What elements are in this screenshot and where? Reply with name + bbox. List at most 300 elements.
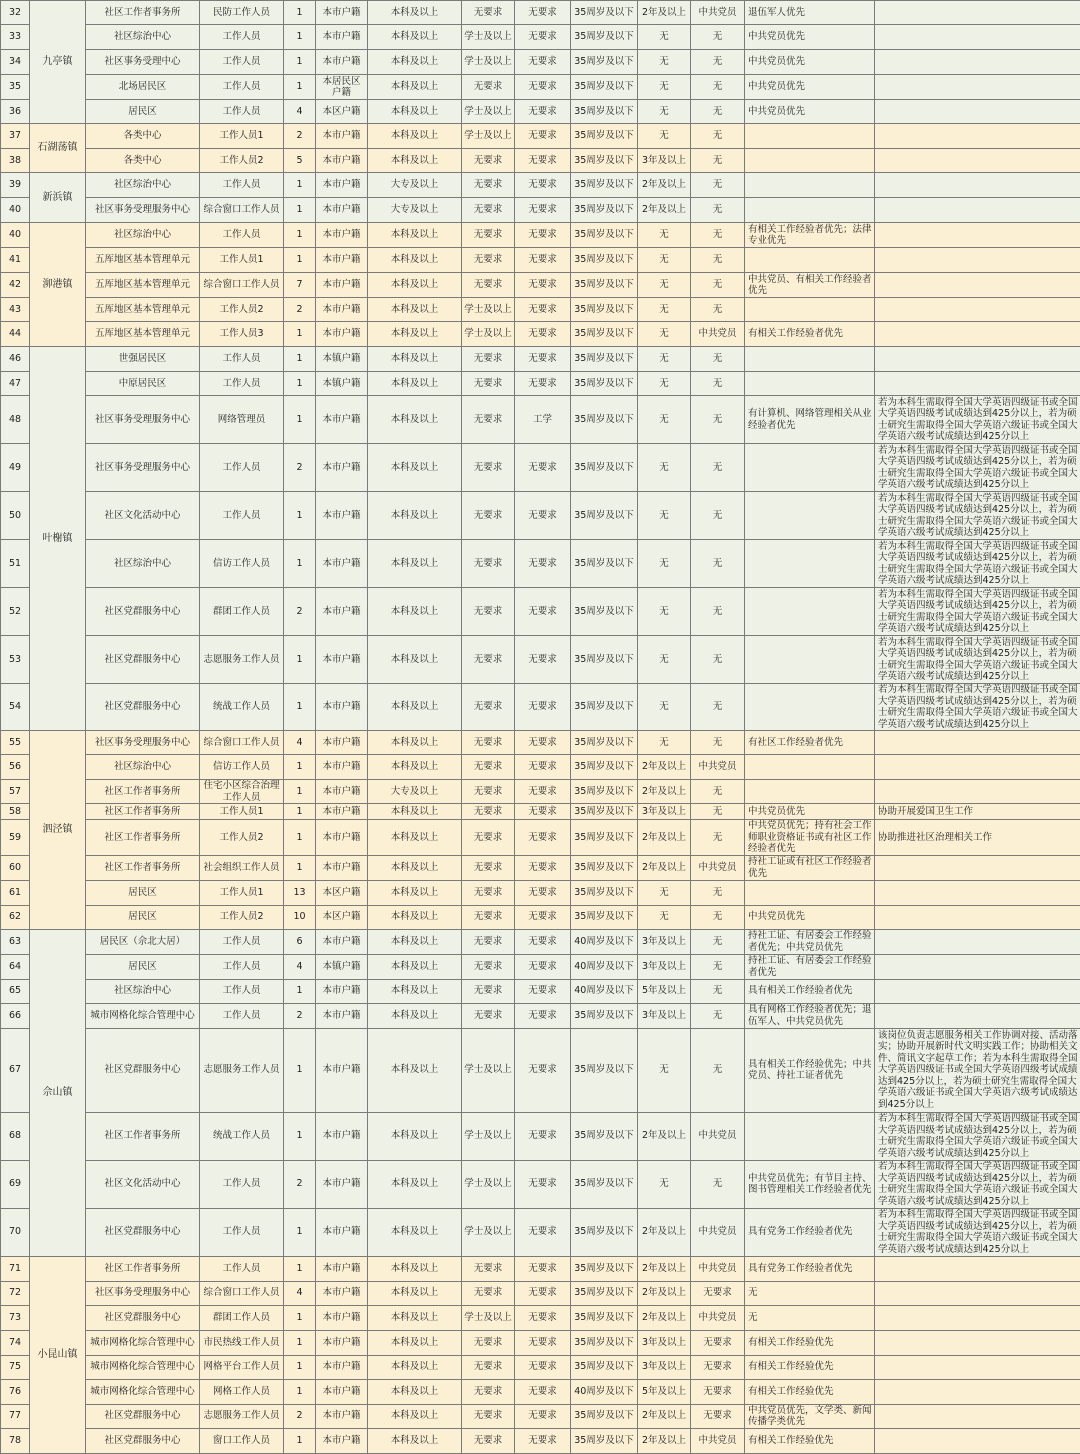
degree-cell: 无要求 bbox=[462, 1256, 515, 1281]
degree-cell: 无要求 bbox=[462, 273, 515, 298]
unit-cell: 居民区 bbox=[86, 880, 200, 905]
age-cell: 35周岁及以下 bbox=[571, 322, 638, 347]
politics-cell: 中共党员 bbox=[691, 1208, 745, 1256]
post-cell: 信访工作人员 bbox=[200, 755, 284, 780]
education-cell: 本科及以上 bbox=[368, 929, 462, 954]
priority-cell bbox=[745, 198, 875, 223]
major-cell: 无要求 bbox=[515, 347, 571, 372]
major-cell: 无要求 bbox=[515, 1, 571, 25]
row-number-cell: 61 bbox=[1, 880, 30, 905]
hukou-cell: 本市户籍 bbox=[316, 444, 368, 492]
degree-cell: 无要求 bbox=[462, 755, 515, 780]
table-row bbox=[1, 50, 1080, 75]
degree-cell: 无要求 bbox=[462, 905, 515, 929]
unit-cell: 社区党群服务中心 bbox=[86, 636, 200, 684]
row-number-cell: 58 bbox=[1, 804, 30, 820]
education-cell: 本科及以上 bbox=[368, 50, 462, 75]
row-number-cell: 67 bbox=[1, 1028, 30, 1112]
post-cell: 工作人员1 bbox=[200, 124, 284, 149]
town-cell: 泖港镇 bbox=[30, 223, 86, 347]
note-cell bbox=[875, 755, 1080, 780]
education-cell: 本科及以上 bbox=[368, 75, 462, 100]
education-cell: 本科及以上 bbox=[368, 372, 462, 396]
post-cell: 综合窗口工作人员 bbox=[200, 1281, 284, 1305]
table-row bbox=[1, 954, 1080, 979]
education-cell: 本科及以上 bbox=[368, 1256, 462, 1281]
experience-cell: 2年及以上 bbox=[638, 1305, 691, 1330]
post-cell: 市民热线工作人员 bbox=[200, 1330, 284, 1355]
note-cell bbox=[875, 1404, 1080, 1428]
politics-cell: 无 bbox=[691, 173, 745, 198]
major-cell: 无要求 bbox=[515, 298, 571, 322]
row-number-cell: 44 bbox=[1, 322, 30, 347]
row-number-cell: 51 bbox=[1, 540, 30, 588]
table-row bbox=[1, 1028, 1080, 1112]
post-cell: 综合窗口工作人员 bbox=[200, 198, 284, 223]
priority-cell: 有相关工作经验优先 bbox=[745, 1428, 875, 1453]
education-cell: 本科及以上 bbox=[368, 820, 462, 856]
row-number-cell: 48 bbox=[1, 396, 30, 444]
age-cell: 35周岁及以下 bbox=[571, 1428, 638, 1453]
priority-cell bbox=[745, 149, 875, 173]
experience-cell: 无 bbox=[638, 248, 691, 273]
post-cell: 工作人员1 bbox=[200, 804, 284, 820]
degree-cell: 无要求 bbox=[462, 780, 515, 804]
post-cell: 工作人员 bbox=[200, 1160, 284, 1208]
unit-cell: 五厍地区基本管理单元 bbox=[86, 248, 200, 273]
post-cell: 工作人员 bbox=[200, 25, 284, 50]
priority-cell: 具有相关工作经验优先；中共党员、持社工证者优先 bbox=[745, 1028, 875, 1112]
age-cell: 35周岁及以下 bbox=[571, 1208, 638, 1256]
priority-cell bbox=[745, 173, 875, 198]
unit-cell: 北场居民区 bbox=[86, 75, 200, 100]
table-row bbox=[1, 444, 1080, 492]
experience-cell: 无 bbox=[638, 444, 691, 492]
degree-cell: 无要求 bbox=[462, 173, 515, 198]
unit-cell: 社区工作者事务所 bbox=[86, 1, 200, 25]
post-cell: 工作人员 bbox=[200, 979, 284, 1003]
major-cell: 无要求 bbox=[515, 322, 571, 347]
count-cell: 2 bbox=[284, 124, 316, 149]
education-cell: 本科及以上 bbox=[368, 588, 462, 636]
education-cell: 大专及以上 bbox=[368, 198, 462, 223]
politics-cell: 无 bbox=[691, 100, 745, 124]
note-cell bbox=[875, 322, 1080, 347]
experience-cell: 2年及以上 bbox=[638, 1428, 691, 1453]
note-cell bbox=[875, 1355, 1080, 1379]
major-cell: 无要求 bbox=[515, 1003, 571, 1028]
experience-cell: 2年及以上 bbox=[638, 1208, 691, 1256]
table-row bbox=[1, 492, 1080, 540]
hukou-cell: 本市户籍 bbox=[316, 855, 368, 880]
major-cell: 无要求 bbox=[515, 149, 571, 173]
count-cell: 1 bbox=[284, 1379, 316, 1404]
unit-cell: 社区党群服务中心 bbox=[86, 684, 200, 731]
unit-cell: 社区综治中心 bbox=[86, 755, 200, 780]
experience-cell: 2年及以上 bbox=[638, 755, 691, 780]
hukou-cell: 本居民区户籍 bbox=[316, 75, 368, 100]
major-cell: 无要求 bbox=[515, 372, 571, 396]
age-cell: 35周岁及以下 bbox=[571, 1003, 638, 1028]
age-cell: 35周岁及以下 bbox=[571, 1305, 638, 1330]
education-cell: 本科及以上 bbox=[368, 1003, 462, 1028]
degree-cell: 无要求 bbox=[462, 1, 515, 25]
age-cell: 35周岁及以下 bbox=[571, 492, 638, 540]
degree-cell: 无要求 bbox=[462, 149, 515, 173]
education-cell: 本科及以上 bbox=[368, 954, 462, 979]
major-cell: 无要求 bbox=[515, 1160, 571, 1208]
post-cell: 工作人员2 bbox=[200, 820, 284, 856]
post-cell: 工作人员 bbox=[200, 1208, 284, 1256]
age-cell: 35周岁及以下 bbox=[571, 223, 638, 248]
row-number-cell: 77 bbox=[1, 1404, 30, 1428]
degree-cell: 学士及以上 bbox=[462, 1305, 515, 1330]
politics-cell: 无 bbox=[691, 198, 745, 223]
degree-cell: 无要求 bbox=[462, 540, 515, 588]
table-row bbox=[1, 100, 1080, 124]
priority-cell: 中共党员优先 bbox=[745, 804, 875, 820]
major-cell: 无要求 bbox=[515, 880, 571, 905]
note-cell bbox=[875, 347, 1080, 372]
count-cell: 4 bbox=[284, 731, 316, 755]
experience-cell: 无 bbox=[638, 273, 691, 298]
count-cell: 6 bbox=[284, 929, 316, 954]
degree-cell: 无要求 bbox=[462, 1404, 515, 1428]
age-cell: 35周岁及以下 bbox=[571, 804, 638, 820]
priority-cell: 有相关工作经验者优先 bbox=[745, 322, 875, 347]
education-cell: 本科及以上 bbox=[368, 1404, 462, 1428]
experience-cell: 3年及以上 bbox=[638, 954, 691, 979]
age-cell: 35周岁及以下 bbox=[571, 396, 638, 444]
priority-cell bbox=[745, 588, 875, 636]
post-cell: 群团工作人员 bbox=[200, 588, 284, 636]
unit-cell: 社区文化活动中心 bbox=[86, 1160, 200, 1208]
education-cell: 本科及以上 bbox=[368, 636, 462, 684]
table-row bbox=[1, 780, 1080, 804]
count-cell: 1 bbox=[284, 347, 316, 372]
experience-cell: 无 bbox=[638, 492, 691, 540]
count-cell: 2 bbox=[284, 588, 316, 636]
age-cell: 35周岁及以下 bbox=[571, 50, 638, 75]
count-cell: 1 bbox=[284, 636, 316, 684]
priority-cell: 中共党员优先；持有社会工作师职业资格证书或有社区工作经验者优先 bbox=[745, 820, 875, 856]
politics-cell: 无 bbox=[691, 880, 745, 905]
priority-cell bbox=[745, 636, 875, 684]
count-cell: 1 bbox=[284, 1428, 316, 1453]
hukou-cell: 本市户籍 bbox=[316, 636, 368, 684]
note-cell bbox=[875, 905, 1080, 929]
hukou-cell: 本区户籍 bbox=[316, 100, 368, 124]
education-cell: 本科及以上 bbox=[368, 149, 462, 173]
count-cell: 1 bbox=[284, 979, 316, 1003]
note-cell bbox=[875, 1305, 1080, 1330]
age-cell: 35周岁及以下 bbox=[571, 25, 638, 50]
unit-cell: 社区文化活动中心 bbox=[86, 492, 200, 540]
major-cell: 无要求 bbox=[515, 1112, 571, 1160]
count-cell: 1 bbox=[284, 780, 316, 804]
row-number-cell: 41 bbox=[1, 248, 30, 273]
education-cell: 本科及以上 bbox=[368, 905, 462, 929]
count-cell: 5 bbox=[284, 149, 316, 173]
hukou-cell: 本市户籍 bbox=[316, 173, 368, 198]
education-cell: 本科及以上 bbox=[368, 223, 462, 248]
unit-cell: 社区事务受理服务中心 bbox=[86, 444, 200, 492]
age-cell: 35周岁及以下 bbox=[571, 820, 638, 856]
note-cell bbox=[875, 50, 1080, 75]
education-cell: 本科及以上 bbox=[368, 1160, 462, 1208]
experience-cell: 无 bbox=[638, 298, 691, 322]
age-cell: 35周岁及以下 bbox=[571, 444, 638, 492]
experience-cell: 无 bbox=[638, 1160, 691, 1208]
unit-cell: 社区综治中心 bbox=[86, 173, 200, 198]
count-cell: 1 bbox=[284, 1330, 316, 1355]
row-number-cell: 47 bbox=[1, 372, 30, 396]
major-cell: 无要求 bbox=[515, 1281, 571, 1305]
age-cell: 35周岁及以下 bbox=[571, 149, 638, 173]
politics-cell: 无 bbox=[691, 804, 745, 820]
politics-cell: 无 bbox=[691, 492, 745, 540]
note-cell: 若为本科生需取得全国大学英语四级证书或全国大学英语四级考试成绩达到425分以上，若为硕士研究生需取得全国大学英语六级证书或全国大学英语六级考试成绩达到425分以上 bbox=[875, 396, 1080, 444]
degree-cell: 无要求 bbox=[462, 954, 515, 979]
education-cell: 大专及以上 bbox=[368, 780, 462, 804]
post-cell: 工作人员1 bbox=[200, 880, 284, 905]
major-cell: 无要求 bbox=[515, 905, 571, 929]
experience-cell: 无 bbox=[638, 880, 691, 905]
post-cell: 志愿服务工作人员 bbox=[200, 636, 284, 684]
major-cell: 无要求 bbox=[515, 929, 571, 954]
hukou-cell: 本市户籍 bbox=[316, 820, 368, 856]
experience-cell: 无 bbox=[638, 636, 691, 684]
priority-cell bbox=[745, 880, 875, 905]
unit-cell: 五厍地区基本管理单元 bbox=[86, 298, 200, 322]
politics-cell: 无 bbox=[691, 979, 745, 1003]
politics-cell: 无 bbox=[691, 396, 745, 444]
table-row bbox=[1, 248, 1080, 273]
education-cell: 本科及以上 bbox=[368, 1379, 462, 1404]
priority-cell bbox=[745, 540, 875, 588]
education-cell: 本科及以上 bbox=[368, 298, 462, 322]
unit-cell: 各类中心 bbox=[86, 149, 200, 173]
experience-cell: 无 bbox=[638, 731, 691, 755]
degree-cell: 无要求 bbox=[462, 804, 515, 820]
major-cell: 无要求 bbox=[515, 124, 571, 149]
post-cell: 工作人员2 bbox=[200, 905, 284, 929]
table-row bbox=[1, 198, 1080, 223]
row-number-cell: 37 bbox=[1, 124, 30, 149]
age-cell: 35周岁及以下 bbox=[571, 731, 638, 755]
politics-cell: 无 bbox=[691, 1003, 745, 1028]
note-cell: 该岗位负责志愿服务相关工作协调对接、活动落实；协助开展新时代文明实践工作；协助相关文件、简讯文字起草工作；若为本科生需取得全国大学英语四级证书或全国大学英语四级考试成绩达到425分以上，若为硕士研究生需取得全国大学英语六级证书或全国大学英语六级考试成绩达到425分以上 bbox=[875, 1028, 1080, 1112]
unit-cell: 社区事务受理服务中心 bbox=[86, 731, 200, 755]
politics-cell: 无 bbox=[691, 298, 745, 322]
hukou-cell: 本市户籍 bbox=[316, 1379, 368, 1404]
politics-cell: 中共党员 bbox=[691, 322, 745, 347]
experience-cell: 无 bbox=[638, 396, 691, 444]
politics-cell: 无 bbox=[691, 588, 745, 636]
count-cell: 1 bbox=[284, 248, 316, 273]
priority-cell: 有计算机、网络管理相关从业经验者优先 bbox=[745, 396, 875, 444]
row-number-cell: 42 bbox=[1, 273, 30, 298]
table-row bbox=[1, 273, 1080, 298]
education-cell: 本科及以上 bbox=[368, 880, 462, 905]
education-cell: 本科及以上 bbox=[368, 444, 462, 492]
major-cell: 无要求 bbox=[515, 780, 571, 804]
count-cell: 1 bbox=[284, 804, 316, 820]
politics-cell: 无 bbox=[691, 248, 745, 273]
count-cell: 1 bbox=[284, 223, 316, 248]
politics-cell: 无要求 bbox=[691, 1355, 745, 1379]
politics-cell: 无 bbox=[691, 1160, 745, 1208]
row-number-cell: 78 bbox=[1, 1428, 30, 1453]
post-cell: 窗口工作人员 bbox=[200, 1428, 284, 1453]
priority-cell: 中共党员优先 bbox=[745, 100, 875, 124]
count-cell: 1 bbox=[284, 755, 316, 780]
degree-cell: 学士及以上 bbox=[462, 298, 515, 322]
table-row bbox=[1, 905, 1080, 929]
note-cell bbox=[875, 149, 1080, 173]
row-number-cell: 57 bbox=[1, 780, 30, 804]
unit-cell: 社区党群服务中心 bbox=[86, 1428, 200, 1453]
hukou-cell: 本市户籍 bbox=[316, 298, 368, 322]
hukou-cell: 本市户籍 bbox=[316, 1305, 368, 1330]
education-cell: 本科及以上 bbox=[368, 1355, 462, 1379]
degree-cell: 学士及以上 bbox=[462, 124, 515, 149]
education-cell: 大专及以上 bbox=[368, 173, 462, 198]
count-cell: 2 bbox=[284, 1003, 316, 1028]
hukou-cell: 本市户籍 bbox=[316, 396, 368, 444]
hukou-cell: 本市户籍 bbox=[316, 1208, 368, 1256]
note-cell bbox=[875, 124, 1080, 149]
hukou-cell: 本市户籍 bbox=[316, 684, 368, 731]
education-cell: 本科及以上 bbox=[368, 684, 462, 731]
politics-cell: 无 bbox=[691, 540, 745, 588]
experience-cell: 2年及以上 bbox=[638, 1, 691, 25]
politics-cell: 无 bbox=[691, 50, 745, 75]
row-number-cell: 60 bbox=[1, 855, 30, 880]
degree-cell: 无要求 bbox=[462, 588, 515, 636]
degree-cell: 无要求 bbox=[462, 855, 515, 880]
row-number-cell: 56 bbox=[1, 755, 30, 780]
experience-cell: 无 bbox=[638, 905, 691, 929]
note-cell bbox=[875, 372, 1080, 396]
hukou-cell: 本市户籍 bbox=[316, 1330, 368, 1355]
hukou-cell: 本市户籍 bbox=[316, 492, 368, 540]
town-cell: 小昆山镇 bbox=[30, 1256, 86, 1453]
note-cell bbox=[875, 1428, 1080, 1453]
priority-cell bbox=[745, 124, 875, 149]
degree-cell: 学士及以上 bbox=[462, 100, 515, 124]
degree-cell: 无要求 bbox=[462, 820, 515, 856]
major-cell: 无要求 bbox=[515, 1330, 571, 1355]
town-cell: 佘山镇 bbox=[30, 929, 86, 1256]
major-cell: 无要求 bbox=[515, 1305, 571, 1330]
degree-cell: 学士及以上 bbox=[462, 50, 515, 75]
count-cell: 1 bbox=[284, 198, 316, 223]
age-cell: 35周岁及以下 bbox=[571, 100, 638, 124]
note-cell bbox=[875, 1003, 1080, 1028]
row-number-cell: 54 bbox=[1, 684, 30, 731]
age-cell: 35周岁及以下 bbox=[571, 855, 638, 880]
experience-cell: 3年及以上 bbox=[638, 804, 691, 820]
age-cell: 40周岁及以下 bbox=[571, 1379, 638, 1404]
priority-cell: 中共党员优先 bbox=[745, 25, 875, 50]
priority-cell: 持社工证或有社区工作经验者优先 bbox=[745, 855, 875, 880]
priority-cell bbox=[745, 780, 875, 804]
count-cell: 1 bbox=[284, 684, 316, 731]
note-cell bbox=[875, 75, 1080, 100]
row-number-cell: 40 bbox=[1, 223, 30, 248]
table-row bbox=[1, 1379, 1080, 1404]
age-cell: 35周岁及以下 bbox=[571, 540, 638, 588]
hukou-cell: 本区户籍 bbox=[316, 880, 368, 905]
priority-cell: 有相关工作经验优先 bbox=[745, 1330, 875, 1355]
major-cell: 无要求 bbox=[515, 173, 571, 198]
degree-cell: 无要求 bbox=[462, 347, 515, 372]
experience-cell: 无 bbox=[638, 322, 691, 347]
experience-cell: 无 bbox=[638, 540, 691, 588]
priority-cell: 有相关工作经验者优先；法律专业优先 bbox=[745, 223, 875, 248]
experience-cell: 2年及以上 bbox=[638, 1112, 691, 1160]
politics-cell: 无 bbox=[691, 954, 745, 979]
hukou-cell: 本市户籍 bbox=[316, 1355, 368, 1379]
note-cell bbox=[875, 929, 1080, 954]
education-cell: 本科及以上 bbox=[368, 1112, 462, 1160]
row-number-cell: 40 bbox=[1, 198, 30, 223]
hukou-cell: 本市户籍 bbox=[316, 124, 368, 149]
note-cell bbox=[875, 1, 1080, 25]
note-cell bbox=[875, 1281, 1080, 1305]
table-row bbox=[1, 124, 1080, 149]
hukou-cell: 本市户籍 bbox=[316, 929, 368, 954]
note-cell: 若为本科生需取得全国大学英语四级证书或全国大学英语四级考试成绩达到425分以上，若为硕士研究生需取得全国大学英语六级证书或全国大学英语六级考试成绩达到425分以上 bbox=[875, 1208, 1080, 1256]
row-number-cell: 65 bbox=[1, 979, 30, 1003]
major-cell: 无要求 bbox=[515, 198, 571, 223]
note-cell bbox=[875, 298, 1080, 322]
table-row bbox=[1, 1281, 1080, 1305]
hukou-cell: 本市户籍 bbox=[316, 198, 368, 223]
note-cell bbox=[875, 731, 1080, 755]
experience-cell: 无 bbox=[638, 223, 691, 248]
table-row bbox=[1, 149, 1080, 173]
unit-cell: 社区党群服务中心 bbox=[86, 1305, 200, 1330]
post-cell: 工作人员 bbox=[200, 347, 284, 372]
degree-cell: 无要求 bbox=[462, 1281, 515, 1305]
row-number-cell: 39 bbox=[1, 173, 30, 198]
degree-cell: 无要求 bbox=[462, 444, 515, 492]
degree-cell: 无要求 bbox=[462, 880, 515, 905]
politics-cell: 无 bbox=[691, 905, 745, 929]
major-cell: 无要求 bbox=[515, 731, 571, 755]
major-cell: 无要求 bbox=[515, 755, 571, 780]
major-cell: 无要求 bbox=[515, 1028, 571, 1112]
experience-cell: 无 bbox=[638, 372, 691, 396]
row-number-cell: 43 bbox=[1, 298, 30, 322]
politics-cell: 无 bbox=[691, 124, 745, 149]
row-number-cell: 62 bbox=[1, 905, 30, 929]
unit-cell: 社区综治中心 bbox=[86, 540, 200, 588]
unit-cell: 社区事务受理服务中心 bbox=[86, 198, 200, 223]
experience-cell: 3年及以上 bbox=[638, 1330, 691, 1355]
hukou-cell: 本市户籍 bbox=[316, 1003, 368, 1028]
politics-cell: 中共党员 bbox=[691, 1, 745, 25]
hukou-cell: 本市户籍 bbox=[316, 780, 368, 804]
hukou-cell: 本市户籍 bbox=[316, 273, 368, 298]
table-row bbox=[1, 75, 1080, 100]
experience-cell: 2年及以上 bbox=[638, 173, 691, 198]
note-cell bbox=[875, 780, 1080, 804]
politics-cell: 无要求 bbox=[691, 1404, 745, 1428]
hukou-cell: 本市户籍 bbox=[316, 540, 368, 588]
